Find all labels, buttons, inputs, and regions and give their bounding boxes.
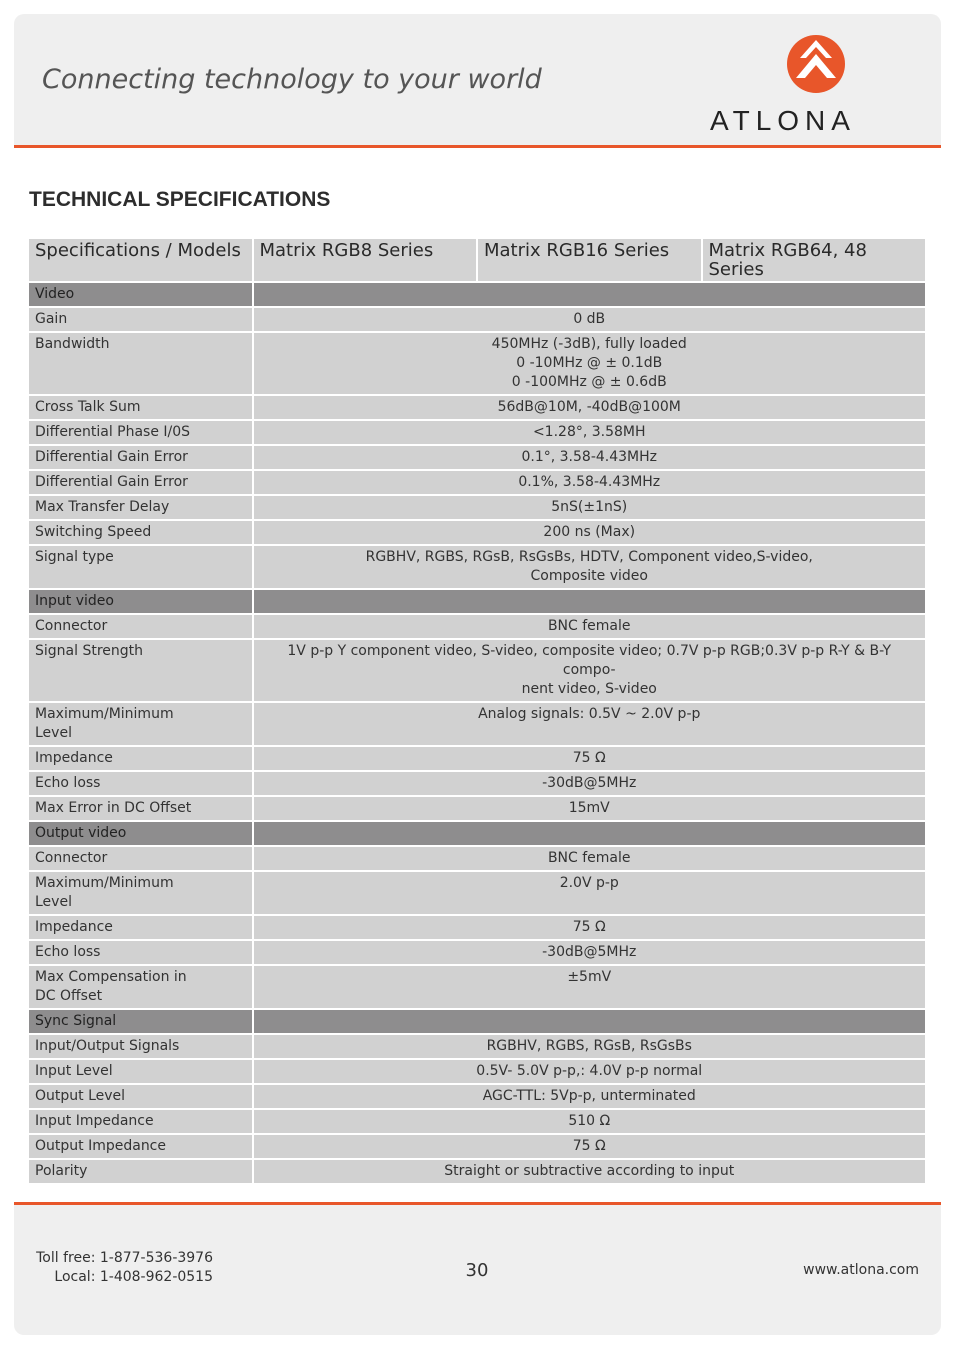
spec-label: Output Impedance	[29, 1135, 252, 1158]
spec-label: Connector	[29, 615, 252, 638]
table-row	[29, 1085, 925, 1108]
table-row	[29, 396, 925, 419]
table-row	[29, 546, 925, 588]
spec-value: <1.28°, 3.58MH	[254, 421, 926, 444]
section-fill	[254, 1010, 926, 1033]
spec-label: Maximum/Minimum Level	[29, 703, 252, 745]
page-header	[14, 14, 941, 148]
spec-label: Impedance	[29, 916, 252, 939]
section-fill	[254, 590, 926, 613]
spec-label: Input/Output Signals	[29, 1035, 252, 1058]
spec-value: 1V p-p Y component video, S-video, composite video; 0.7V p-p RGB;0.3V p-p R-Y & B-Y compo- nent video, S-video	[254, 640, 926, 701]
table-row	[29, 446, 925, 469]
spec-label: Gain	[29, 308, 252, 331]
section-label: Sync Signal	[29, 1010, 252, 1033]
contact-info	[35, 1249, 213, 1287]
section-label: Output video	[29, 822, 252, 845]
table-row	[29, 1035, 925, 1058]
table-row	[29, 1160, 925, 1183]
table-row	[29, 872, 925, 914]
tagline: Connecting technology to your world	[42, 64, 542, 95]
toll-free-number: Toll free: 1-877-536-3976	[36, 1250, 213, 1266]
spec-value: ±5mV	[254, 966, 926, 1008]
spec-label: Input Impedance	[29, 1110, 252, 1133]
table-row	[29, 1060, 925, 1083]
spec-value: AGC-TTL: 5Vp-p, unterminated	[254, 1085, 926, 1108]
table-row	[29, 1110, 925, 1133]
table-header-row	[29, 239, 925, 281]
table-row	[29, 421, 925, 444]
page-footer	[14, 1205, 941, 1335]
spec-label: Output Level	[29, 1085, 252, 1108]
section-row	[29, 590, 925, 613]
spec-label: Impedance	[29, 747, 252, 770]
spec-label: Max Compensation in DC Offset	[29, 966, 252, 1008]
website-link[interactable]: www.atlona.com	[803, 1262, 919, 1278]
table-row	[29, 615, 925, 638]
spec-value: 510 Ω	[254, 1110, 926, 1133]
spec-label: Max Error in DC Offset	[29, 797, 252, 820]
spec-label: Echo loss	[29, 772, 252, 795]
table-row	[29, 521, 925, 544]
logo-icon	[787, 35, 845, 93]
section-title: TECHNICAL SPECIFICATIONS	[29, 188, 331, 211]
logo-wordmark: ATLONA	[710, 105, 856, 136]
spec-value: 0.1%, 3.58-4.43MHz	[254, 471, 926, 494]
table-row	[29, 941, 925, 964]
column-header: Matrix RGB64, 48 Series	[703, 239, 926, 281]
spec-label: Connector	[29, 847, 252, 870]
spec-label: Max Transfer Delay	[29, 496, 252, 519]
spec-label: Echo loss	[29, 941, 252, 964]
table-row	[29, 847, 925, 870]
specs-table	[27, 237, 927, 1185]
table-row	[29, 471, 925, 494]
table-row	[29, 333, 925, 394]
spec-label: Cross Talk Sum	[29, 396, 252, 419]
spec-value: Straight or subtractive according to input	[254, 1160, 926, 1183]
table-row	[29, 308, 925, 331]
spec-label: Signal type	[29, 546, 252, 588]
table-row	[29, 640, 925, 701]
spec-value: RGBHV, RGBS, RGsB, RsGsBs	[254, 1035, 926, 1058]
spec-value: BNC female	[254, 615, 926, 638]
section-fill	[254, 822, 926, 845]
atlona-logo	[696, 34, 926, 138]
spec-value: 0 dB	[254, 308, 926, 331]
spec-value: BNC female	[254, 847, 926, 870]
spec-label: Polarity	[29, 1160, 252, 1183]
spec-label: Switching Speed	[29, 521, 252, 544]
spec-label: Bandwidth	[29, 333, 252, 394]
table-row	[29, 797, 925, 820]
spec-label: Maximum/Minimum Level	[29, 872, 252, 914]
table-row	[29, 916, 925, 939]
section-row	[29, 1010, 925, 1033]
local-number: Local: 1-408-962-0515	[54, 1269, 213, 1285]
spec-label: Signal Strength	[29, 640, 252, 701]
section-fill	[254, 283, 926, 306]
section-label: Video	[29, 283, 252, 306]
spec-value: 5nS(±1nS)	[254, 496, 926, 519]
spec-value: 15mV	[254, 797, 926, 820]
table-row	[29, 747, 925, 770]
spec-label: Input Level	[29, 1060, 252, 1083]
spec-value: -30dB@5MHz	[254, 941, 926, 964]
section-row	[29, 822, 925, 845]
spec-value: 450MHz (-3dB), fully loaded 0 -10MHz @ ± 0.1dB 0 -100MHz @ ± 0.6dB	[254, 333, 926, 394]
table-row	[29, 1135, 925, 1158]
table-row	[29, 496, 925, 519]
section-label: Input video	[29, 590, 252, 613]
spec-label: Differential Gain Error	[29, 446, 252, 469]
table-row	[29, 703, 925, 745]
spec-value: -30dB@5MHz	[254, 772, 926, 795]
column-header: Matrix RGB16 Series	[478, 239, 701, 281]
spec-value: Analog signals: 0.5V ~ 2.0V p-p	[254, 703, 926, 745]
table-row	[29, 772, 925, 795]
spec-value: 75 Ω	[254, 1135, 926, 1158]
spec-value: 56dB@10M, -40dB@100M	[254, 396, 926, 419]
spec-label: Differential Gain Error	[29, 471, 252, 494]
spec-label: Differential Phase I/0S	[29, 421, 252, 444]
spec-value: 0.5V- 5.0V p-p,: 4.0V p-p normal	[254, 1060, 926, 1083]
table-body	[29, 283, 925, 1183]
page-number: 30	[465, 1260, 489, 1281]
spec-value: 0.1°, 3.58-4.43MHz	[254, 446, 926, 469]
column-header: Matrix RGB8 Series	[254, 239, 477, 281]
table-row	[29, 966, 925, 1008]
column-header: Specifications / Models	[29, 239, 252, 281]
section-row	[29, 283, 925, 306]
spec-value: 2.0V p-p	[254, 872, 926, 914]
spec-value: 75 Ω	[254, 747, 926, 770]
spec-value: 75 Ω	[254, 916, 926, 939]
spec-value: 200 ns (Max)	[254, 521, 926, 544]
spec-value: RGBHV, RGBS, RGsB, RsGsBs, HDTV, Component video,S-video, Composite video	[254, 546, 926, 588]
